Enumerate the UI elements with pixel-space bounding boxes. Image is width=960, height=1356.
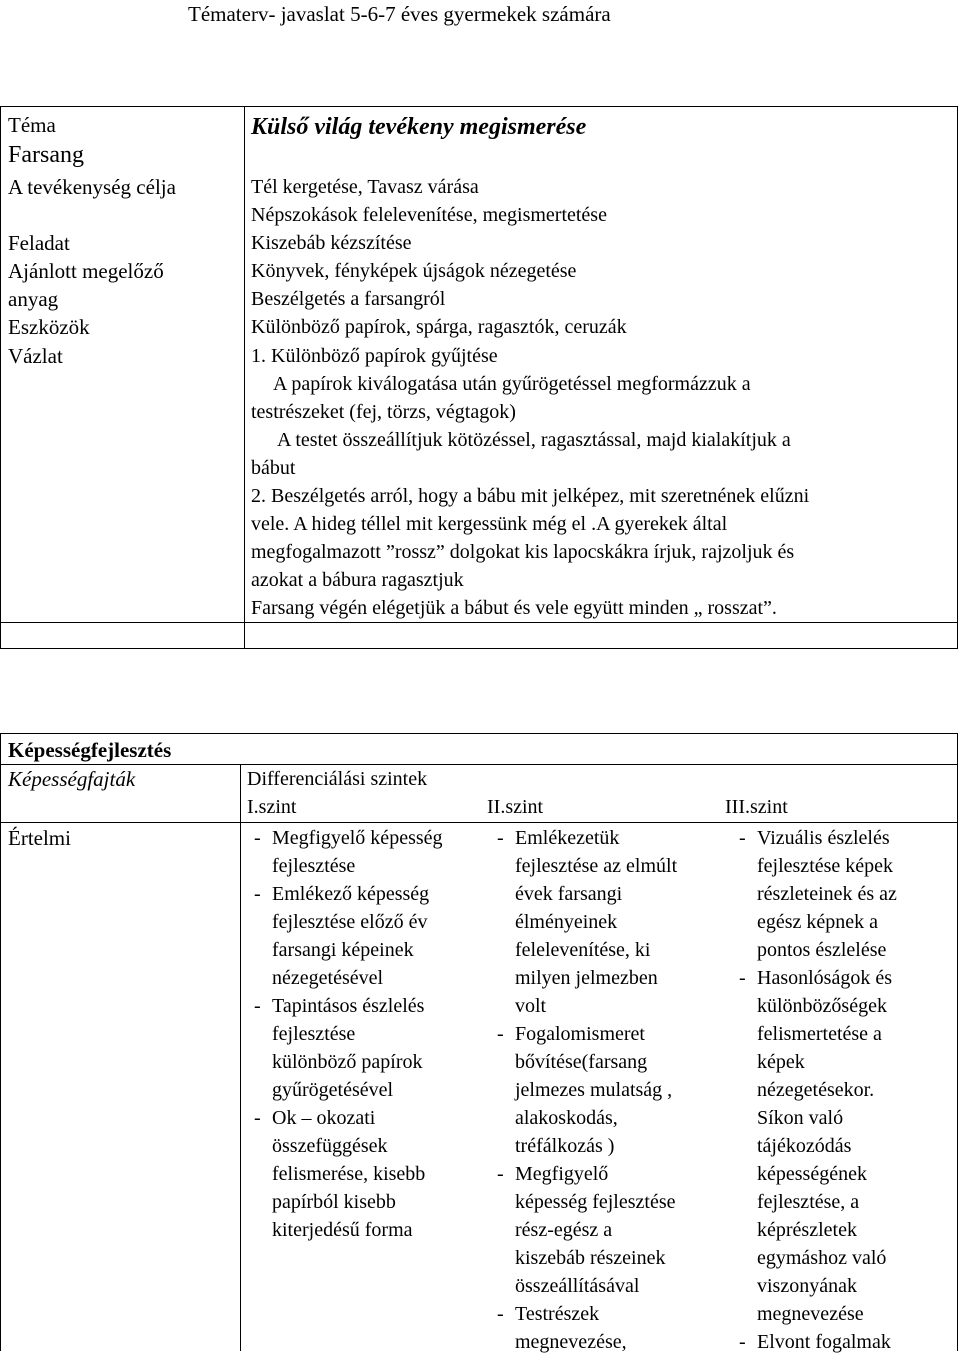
vazlat-line: 2. Beszélgetés arról, hogy a bábu mit jelképez, mit szeretnének elűzni xyxy=(251,485,810,507)
list-item xyxy=(493,1048,677,1076)
row-divider xyxy=(1,764,957,765)
list-item-text: egész képnek a xyxy=(757,911,879,933)
list-item-text: papírból kisebb xyxy=(272,1191,396,1213)
list-item-text: Elvont fogalmak xyxy=(757,1331,891,1353)
list-item-text: Testrészek xyxy=(515,1303,600,1325)
vazlat-line: A papírok kiválogatása után gyűrögetéssel megformázzuk a xyxy=(273,373,751,395)
list-item-text: fejlesztése, a xyxy=(757,1191,860,1213)
list-item-text: viszonyának xyxy=(757,1275,857,1297)
list-item xyxy=(250,992,443,1020)
list-item-text: képek xyxy=(757,1051,805,1073)
list-item xyxy=(250,1132,443,1160)
feladat-label: Feladat xyxy=(8,231,70,255)
eszkozok-label: Eszközök xyxy=(8,315,90,339)
list-item xyxy=(493,1160,677,1188)
list-item xyxy=(735,1132,897,1160)
cel-line: Népszokások felelevenítése, megismertetése xyxy=(251,204,607,226)
list-item-text: kiterjedésű forma xyxy=(272,1219,413,1241)
bullet-dash: - xyxy=(497,827,504,849)
list-item xyxy=(250,1104,443,1132)
list-item-text: felismerése, kisebb xyxy=(272,1163,426,1185)
feladat-value: Kiszebáb kézszítése xyxy=(251,232,412,254)
list-item-text: különböző papírok xyxy=(272,1051,423,1073)
list-item xyxy=(735,964,897,992)
list-item xyxy=(735,1188,897,1216)
vazlat-line: Farsang végén elégetjük a bábut és vele együtt minden „ rosszat”. xyxy=(251,597,777,619)
list-item xyxy=(735,936,897,964)
level-3: III.szint xyxy=(725,796,788,818)
list-item xyxy=(493,852,677,880)
list-item-text: Megfigyelő képesség xyxy=(272,827,443,849)
level-1: I.szint xyxy=(247,796,297,818)
list-item-text: fejlesztése az elmúlt xyxy=(515,855,678,877)
list-item-text: Emlékezetük xyxy=(515,827,620,849)
cel-label: A tevékenység célja xyxy=(8,175,176,199)
list-item-text: Fogalomismeret xyxy=(515,1023,645,1045)
ajanlott-line: Könyvek, fényképek újságok nézegetése xyxy=(251,260,577,282)
list-item-text: felelevenítése, ki xyxy=(515,939,651,961)
bullet-dash: - xyxy=(497,1163,504,1185)
vazlat-line: testrészeket (fej, törzs, végtagok) xyxy=(251,401,516,423)
list-item xyxy=(493,1244,677,1272)
skills-header: Képességfejlesztés xyxy=(8,738,172,762)
bullet-dash: - xyxy=(497,1023,504,1045)
row-divider xyxy=(1,622,957,623)
list-item-text: Vizuális észlelés xyxy=(757,827,890,849)
list-item xyxy=(250,1216,443,1244)
list-item xyxy=(493,964,677,992)
bullet-dash: - xyxy=(739,1331,746,1353)
list-item-text: részleteinek és az xyxy=(757,883,897,905)
list-item-text: rész-egész a xyxy=(515,1219,613,1241)
list-item xyxy=(493,992,677,1020)
list-item-text: nézegetésekor. xyxy=(757,1079,875,1101)
list-item xyxy=(250,1188,443,1216)
list-item-text: kiszebáb részeinek xyxy=(515,1247,666,1269)
list-item-text: megnevezése, xyxy=(515,1331,627,1353)
list-item-text: fejlesztése xyxy=(272,1023,356,1045)
list-item-text: felismertetése a xyxy=(757,1023,882,1045)
vazlat-line: vele. A hideg téllel mit kergessünk még el .A gyerekek által xyxy=(251,513,728,535)
list-item-text: gyűrögetésével xyxy=(272,1079,394,1101)
vazlat-line: bábut xyxy=(251,457,296,479)
vazlat-line: megfogalmazott ”rossz” dolgokat kis lapocskákra írjuk, rajzoljuk és xyxy=(251,541,795,563)
level-2-list xyxy=(493,824,677,1356)
list-item-text: jelmezes mulatság , xyxy=(515,1079,673,1101)
vazlat-label: Vázlat xyxy=(8,344,63,368)
list-item xyxy=(493,880,677,908)
list-item-text: pontos észlelése xyxy=(757,939,887,961)
ajanlott-label: anyag xyxy=(8,287,59,311)
list-item xyxy=(250,908,443,936)
list-item xyxy=(250,852,443,880)
list-item-text: farsangi képeinek xyxy=(272,939,414,961)
list-item xyxy=(493,1328,677,1356)
list-item-text: képesség fejlesztése xyxy=(515,1191,676,1213)
cel-line: Tél kergetése, Tavasz várása xyxy=(251,176,479,198)
list-item xyxy=(735,1244,897,1272)
tema-name: Farsang xyxy=(8,142,84,168)
list-item xyxy=(735,1216,897,1244)
ajanlott-label: Ajánlott megelőző xyxy=(8,259,164,283)
plan-table xyxy=(0,106,958,649)
level-1-list xyxy=(250,824,443,1244)
list-item xyxy=(250,880,443,908)
list-item-text: Ok – okozati xyxy=(272,1107,376,1129)
list-item-text: tájékozódás xyxy=(757,1135,852,1157)
list-item-text: évek farsangi xyxy=(515,883,623,905)
list-item xyxy=(250,1020,443,1048)
list-item xyxy=(493,908,677,936)
list-item xyxy=(493,936,677,964)
list-item-text: Síkon való xyxy=(757,1107,844,1129)
vazlat-line: A testet összeállítjuk kötözéssel, ragasztással, majd kialakítjuk a xyxy=(277,429,791,451)
list-item-text: élményeinek xyxy=(515,911,618,933)
tema-value: Külső világ tevékeny megismerése xyxy=(251,114,587,140)
ajanlott-line: Beszélgetés a farsangról xyxy=(251,288,446,310)
list-item xyxy=(250,964,443,992)
vazlat-line: 1. Különböző papírok gyűjtése xyxy=(251,345,498,367)
bullet-dash: - xyxy=(739,827,746,849)
list-item xyxy=(250,824,443,852)
level-2: II.szint xyxy=(487,796,544,818)
diff-label: Differenciálási szintek xyxy=(247,768,428,790)
column-divider xyxy=(244,107,245,648)
bullet-dash: - xyxy=(254,827,261,849)
list-item xyxy=(735,992,897,1020)
list-item-text: alakoskodás, xyxy=(515,1107,618,1129)
column-divider xyxy=(240,764,241,1351)
list-item-text: milyen jelmezben xyxy=(515,967,658,989)
bullet-dash: - xyxy=(497,1303,504,1325)
list-item-text: tréfálkozás ) xyxy=(515,1135,615,1157)
list-item xyxy=(493,1132,677,1160)
bullet-dash: - xyxy=(254,1107,261,1129)
skills-table xyxy=(0,733,958,1351)
bullet-dash: - xyxy=(254,883,261,905)
list-item-text: volt xyxy=(515,995,547,1017)
list-item-text: összefüggések xyxy=(272,1135,388,1157)
list-item xyxy=(735,852,897,880)
list-item-text: nézegetésével xyxy=(272,967,384,989)
list-item-text: Megfigyelő xyxy=(515,1163,609,1185)
list-item-text: Hasonlóságok és xyxy=(757,967,892,989)
list-item xyxy=(250,936,443,964)
list-item xyxy=(735,908,897,936)
list-item xyxy=(493,1300,677,1328)
row-divider xyxy=(1,822,957,823)
list-item-text: fejlesztése képek xyxy=(757,855,894,877)
list-item xyxy=(250,1076,443,1104)
eszkozok-value: Különböző papírok, spárga, ragasztók, ceruzák xyxy=(251,316,627,338)
list-item xyxy=(493,824,677,852)
list-item-text: összeállításával xyxy=(515,1275,640,1297)
list-item xyxy=(735,880,897,908)
list-item-text: megnevezése xyxy=(757,1303,864,1325)
list-item xyxy=(493,1272,677,1300)
list-item-text: fejlesztése előző év xyxy=(272,911,428,933)
list-item xyxy=(493,1076,677,1104)
list-item xyxy=(493,1216,677,1244)
list-item xyxy=(250,1160,443,1188)
vazlat-line: azokat a bábura ragasztjuk xyxy=(251,569,464,591)
list-item-text: Tapintásos észlelés xyxy=(272,995,425,1017)
list-item-text: képrészletek xyxy=(757,1219,857,1241)
row-label-ertelmi: Értelmi xyxy=(8,826,71,850)
list-item-text: egymáshoz való xyxy=(757,1247,887,1269)
tema-label: Téma xyxy=(8,113,56,137)
list-item xyxy=(735,1160,897,1188)
bullet-dash: - xyxy=(254,995,261,1017)
bullet-dash: - xyxy=(739,967,746,989)
list-item xyxy=(493,1020,677,1048)
list-item xyxy=(250,1048,443,1076)
fajtak-label: Képességfajták xyxy=(8,767,136,791)
list-item-text: különbözőségek xyxy=(757,995,887,1017)
list-item-text: képességének xyxy=(757,1163,867,1185)
list-item xyxy=(735,1020,897,1048)
list-item xyxy=(735,1300,897,1328)
list-item xyxy=(493,1104,677,1132)
list-item xyxy=(735,1048,897,1076)
list-item-text: fejlesztése xyxy=(272,855,356,877)
list-item xyxy=(735,1076,897,1104)
list-item xyxy=(735,1272,897,1300)
list-item xyxy=(735,1104,897,1132)
list-item-text: Emlékező képesség xyxy=(272,883,430,905)
list-item xyxy=(493,1188,677,1216)
page-title: Tématerv- javaslat 5-6-7 éves gyermekek számára xyxy=(188,2,611,26)
list-item xyxy=(735,1328,897,1356)
level-3-list xyxy=(735,824,897,1356)
list-item xyxy=(735,824,897,852)
list-item-text: bővítése(farsang xyxy=(515,1051,648,1073)
